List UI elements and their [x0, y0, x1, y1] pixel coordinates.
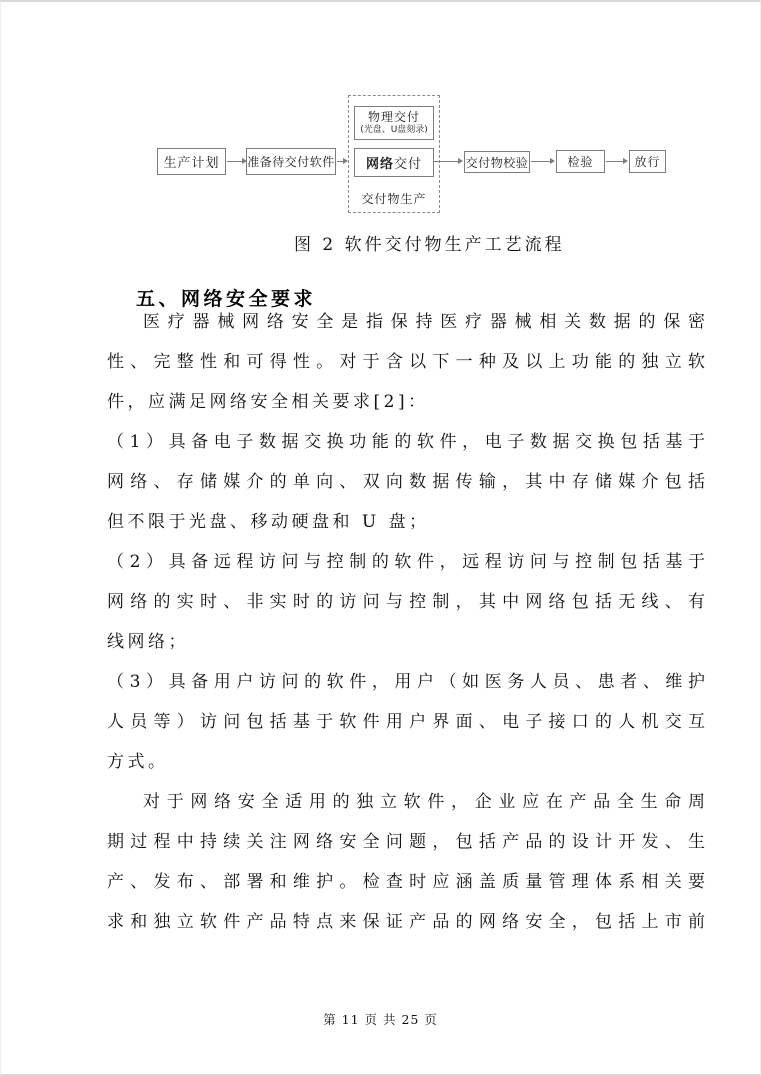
body-line: 产、发布、部署和维护。检查时应涵盖质量管理体系相关要: [107, 872, 707, 892]
body-line: 件，应满足网络安全相关要求[2]：: [107, 392, 429, 412]
flowchart-box-release: 放行: [629, 150, 666, 173]
body-line: 但不限于光盘、移动硬盘和 U 盘；: [107, 512, 430, 532]
body-line: 性、完整性和可得性。对于含以下一种及以上功能的独立软: [107, 352, 707, 372]
body-line: 医疗器械网络安全是指保持医疗器械相关数据的保密: [143, 312, 707, 332]
body-line: 期过程中持续关注网络安全问题，包括产品的设计开发、生: [107, 832, 707, 852]
flowchart-box-network-delivery: [354, 148, 434, 177]
figure-caption: 图 2 软件交付物生产工艺流程: [294, 235, 565, 255]
physical-delivery-subtitle: (光盘、U盘刻录): [360, 124, 428, 135]
flow-arrow: [227, 161, 243, 162]
flow-arrow: [337, 161, 344, 162]
body-line: 人员等）访问包括基于软件用户界面、电子接口的人机交互: [107, 712, 707, 732]
flowchart-box-physical-delivery: [354, 106, 434, 140]
body-line: 求和独立软件产品特点来保证产品的网络安全，包括上市前: [107, 912, 707, 932]
physical-delivery-title: 物理交付: [367, 109, 420, 124]
flowchart-box-deliverable-verification: 交付物校验: [464, 151, 530, 173]
body-line: （3）具备用户访问的软件，用户（如医务人员、患者、维护: [107, 672, 707, 692]
body-line: 网络的实时、非实时的访问与控制，其中网络包括无线、有: [107, 592, 707, 612]
body-line: （1）具备电子数据交换功能的软件，电子数据交换包括基于: [107, 432, 707, 452]
flowchart-box-production-plan: 生产计划: [157, 148, 226, 175]
flowchart-group-label: 交付物生产: [361, 192, 427, 206]
network-delivery-label-rest: 交付: [394, 157, 423, 172]
flow-arrow: [606, 161, 624, 162]
body-line: 线网络；: [107, 632, 189, 652]
page-footer: 第 11 页 共 25 页: [323, 1012, 438, 1027]
section-heading: 五、网络安全要求: [136, 288, 317, 310]
flowchart-box-inspection: 检验: [556, 150, 605, 173]
body-line: （2）具备远程访问与控制的软件，远程访问与控制包括基于: [107, 552, 707, 572]
flow-arrow: [531, 161, 551, 162]
flowchart-box-prepare-software: 准备待交付软件: [246, 148, 336, 175]
body-line: 网络、存储媒介的单向、双向数据传输，其中存储媒介包括: [107, 472, 707, 492]
body-text: [107, 302, 707, 942]
body-line: 方式。: [107, 752, 169, 772]
flow-arrow: [434, 161, 459, 162]
body-line: 对于网络安全适用的独立软件，企业应在产品全生命周: [143, 792, 707, 812]
network-delivery-label-bold: 网络: [365, 157, 394, 172]
